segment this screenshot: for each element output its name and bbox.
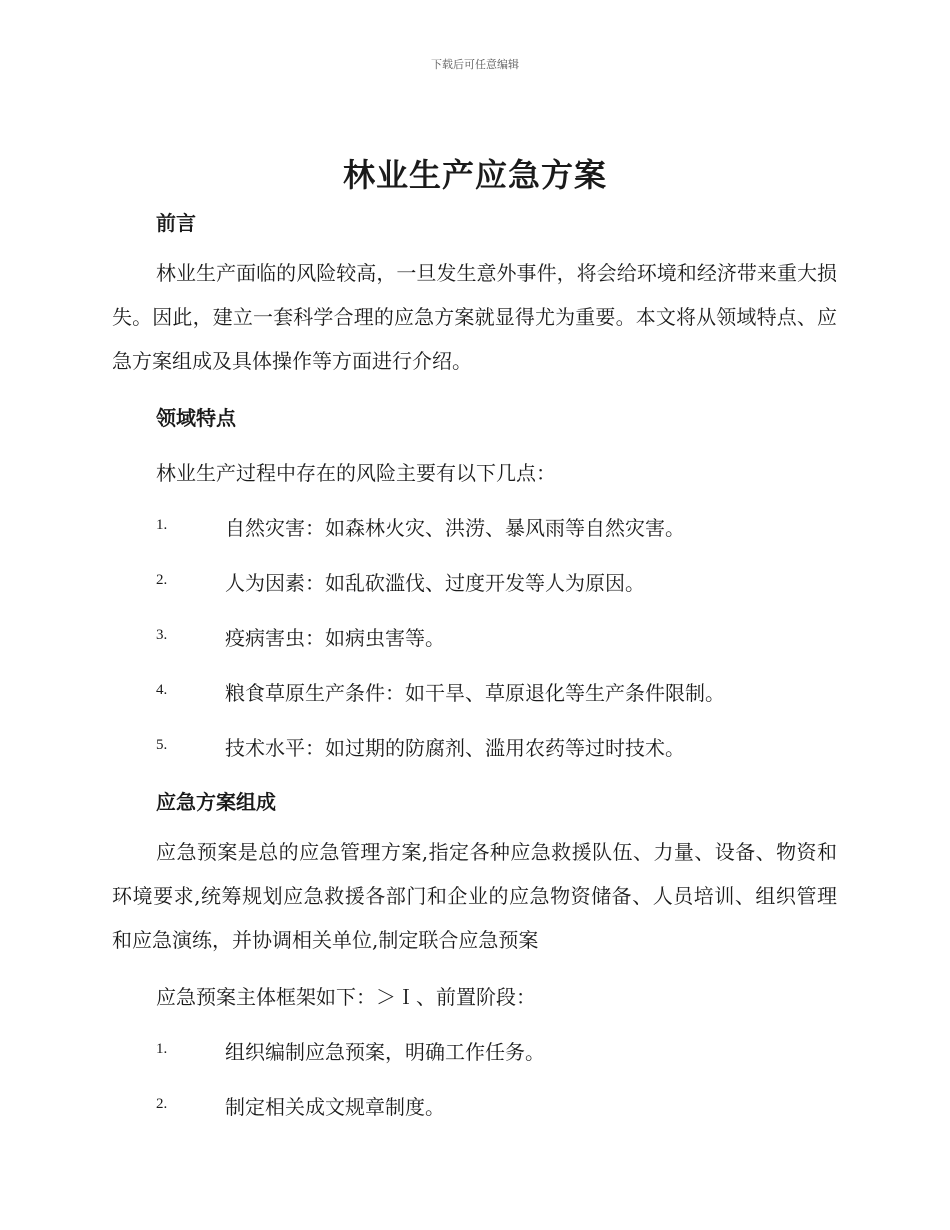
list-item-text: 制定相关成文规章制度。 bbox=[225, 1095, 445, 1119]
features-intro: 林业生产过程中存在的风险主要有以下几点： bbox=[156, 461, 556, 485]
list-item-number: 1. bbox=[156, 517, 168, 533]
list-item-number: 5. bbox=[156, 737, 168, 753]
features-intro-block bbox=[112, 457, 837, 486]
list-item-text: 组织编制应急预案，明确工作任务。 bbox=[225, 1040, 545, 1064]
section-heading-composition: 应急方案组成 bbox=[156, 790, 276, 814]
list-item-text: 技术水平：如过期的防腐剂、滥用农药等过时技术。 bbox=[225, 736, 685, 760]
list-item-number: 4. bbox=[156, 682, 168, 698]
list-item-text: 粮食草原生产条件：如干旱、草原退化等生产条件限制。 bbox=[225, 681, 725, 705]
list-item-number: 3. bbox=[156, 627, 168, 643]
framework-intro-block bbox=[112, 981, 837, 1010]
section-preface bbox=[112, 207, 837, 236]
list-item-text: 人为因素：如乱砍滥伐、过度开发等人为原因。 bbox=[225, 571, 645, 595]
list-item-text: 自然灾害：如森林火灾、洪涝、暴风雨等自然灾害。 bbox=[225, 516, 685, 540]
section-heading-preface: 前言 bbox=[156, 211, 196, 235]
preface-paragraph-block bbox=[112, 251, 837, 383]
page-header-note: 下载后可任意编辑 bbox=[431, 58, 519, 71]
framework-intro: 应急预案主体框架如下：＞Ｉ、前置阶段： bbox=[156, 985, 536, 1009]
composition-paragraph: 应急预案是总的应急管理方案,指定各种应急救援队伍、力量、设备、物资和环境要求,统筹规划应急救援各部门和企业的应急物资储备、人员培训、组织管理和应急演练，并协调相关单位,制定联合应急预案 bbox=[112, 840, 837, 952]
list-item-number: 2. bbox=[156, 1096, 168, 1112]
document-title: 林业生产应急方案 bbox=[342, 156, 607, 194]
list-item-number: 2. bbox=[156, 572, 168, 588]
section-composition bbox=[112, 786, 837, 815]
composition-paragraph-block bbox=[112, 830, 837, 962]
preface-paragraph: 林业生产面临的风险较高，一旦发生意外事件，将会给环境和经济带来重大损失。因此，建立一套科学合理的应急方案就显得尤为重要。本文将从领域特点、应急方案组成及具体操作等方面进行介绍。 bbox=[112, 261, 837, 373]
section-features bbox=[112, 402, 837, 431]
section-heading-features: 领域特点 bbox=[156, 406, 236, 430]
list-item-number: 1. bbox=[156, 1041, 168, 1057]
list-item-text: 疫病害虫：如病虫害等。 bbox=[225, 626, 445, 650]
